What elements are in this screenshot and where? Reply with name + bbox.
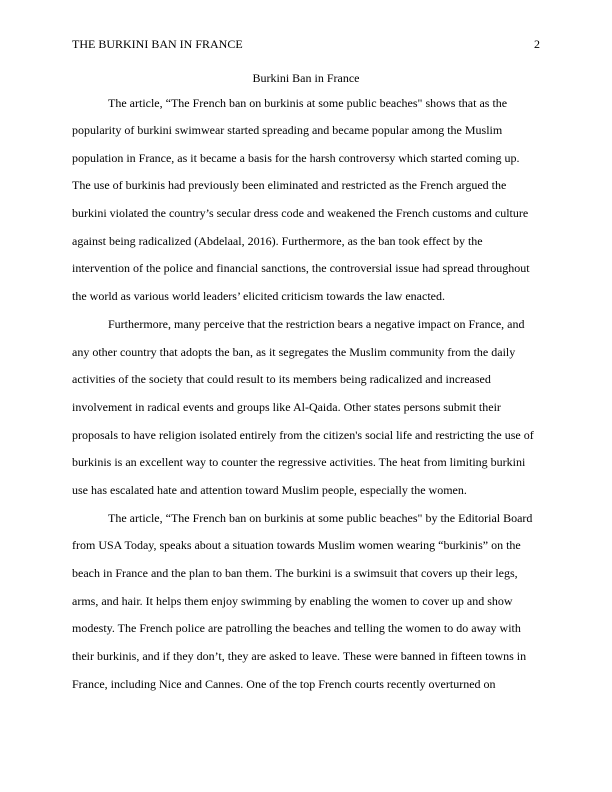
paragraph-line: burkinis is an excellent way to counter the regressive activities. The heat from limiting burkini xyxy=(72,455,526,470)
paragraph-line: modesty. The French police are patrolling the beaches and telling the women to do away with xyxy=(72,621,521,636)
paragraph-2 xyxy=(72,311,540,505)
paragraph-line: proposals to have religion isolated entirely from the citizen's social life and restricting the use of xyxy=(72,427,534,442)
paragraph-line: France, including Nice and Cannes. One of the top French courts recently overturned on xyxy=(72,676,496,691)
paragraph-line: any other country that adopts the ban, as it segregates the Muslim community from the daily xyxy=(72,344,516,359)
paragraph-line: the world as various world leaders’ elicited criticism towards the law enacted. xyxy=(72,289,445,304)
paragraph-line: popularity of burkini swimwear started spreading and became popular among the Muslim xyxy=(72,123,503,137)
paragraph-line: The article, “The French ban on burkinis at some public beaches" shows that as the xyxy=(108,96,508,110)
paragraph-line: from USA Today, speaks about a situation towards Muslim women wearing “burkinis” on the xyxy=(72,538,521,553)
document-body xyxy=(72,67,540,698)
running-head-title: THE BURKINI BAN IN FRANCE xyxy=(72,37,243,51)
page-number: 2 xyxy=(534,37,540,51)
running-header xyxy=(72,36,540,52)
paragraph-line: involvement in radical events and groups like Al-Qaida. Other states persons submit their xyxy=(72,399,501,414)
paragraph-line: burkini violated the country’s secular dress code and weakened the French customs and culture xyxy=(72,206,529,221)
paragraph-line: their burkinis, and if they don’t, they are asked to leave. These were banned in fifteen towns in xyxy=(72,649,527,664)
paragraph-line: The use of burkinis had previously been eliminated and restricted as the French argued the xyxy=(72,178,507,193)
paragraph-line: use has escalated hate and attention toward Muslim people, especially the women. xyxy=(72,482,467,497)
paragraph-line: intervention of the police and financial sanctions, the controversial issue had spread throughout xyxy=(72,261,530,276)
paragraph-line: against being radicalized (Abdelaal, 2016). Furthermore, as the ban took effect by the xyxy=(72,233,483,248)
paragraph-line: Furthermore, many perceive that the restriction bears a negative impact on France, and xyxy=(108,316,525,331)
paragraph-3 xyxy=(72,505,540,699)
paragraph-line: population in France, as it became a basis for the harsh controversy which started coming up. xyxy=(72,150,520,165)
document-title: Burkini Ban in France xyxy=(252,71,360,85)
paragraph-line: activities of the society that could result to its members being radicalized and increased xyxy=(72,372,491,387)
paragraph-line: The article, “The French ban on burkinis at some public beaches" by the Editorial Board xyxy=(108,510,533,525)
paragraph-line: beach in France and the plan to ban them. The burkini is a swimsuit that covers up their legs, xyxy=(72,566,518,580)
paragraph-line: arms, and hair. It helps them enjoy swimming by enabling the women to cover up and show xyxy=(72,593,513,608)
paragraph-1 xyxy=(72,89,540,311)
